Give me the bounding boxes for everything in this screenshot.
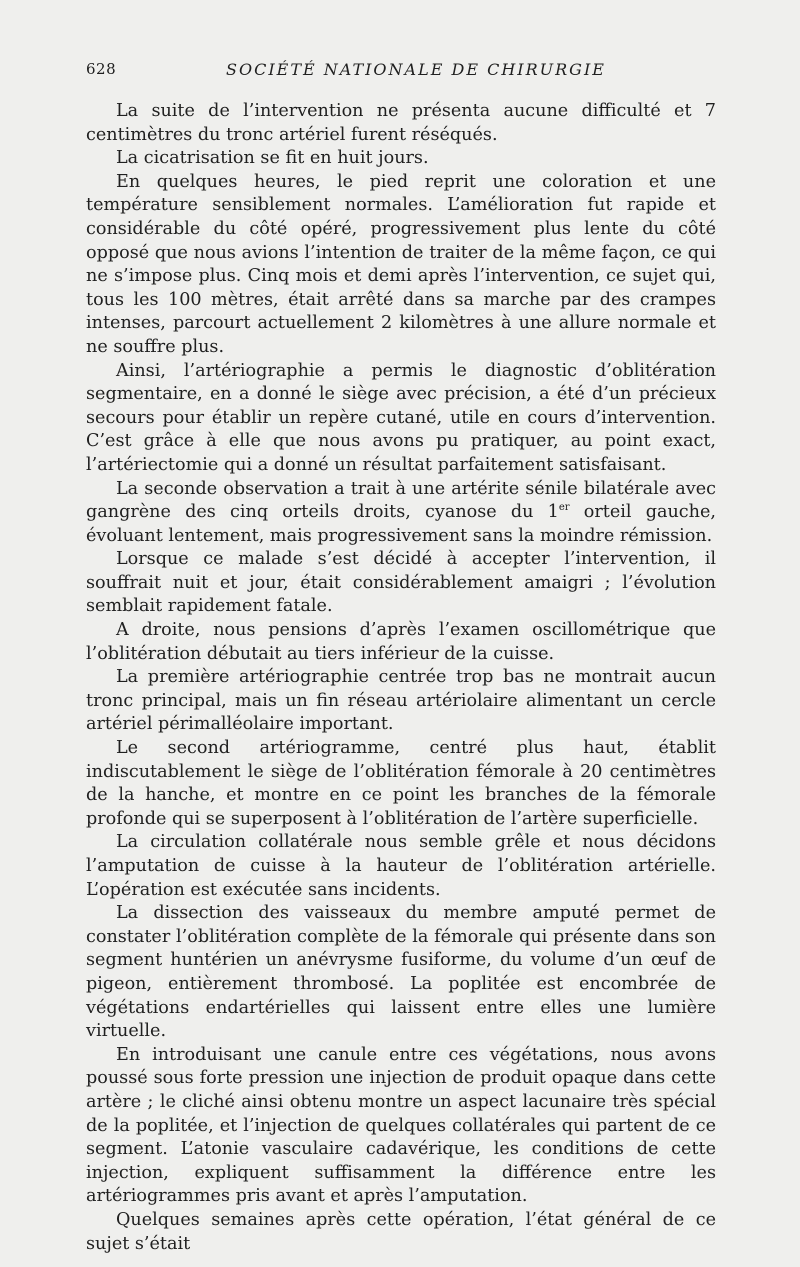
paragraph: A droite, nous pensions d’après l’examen oscillométrique que l’oblitération débutait au tiers inférieur de la cuisse.: [86, 620, 716, 664]
paragraph-text: La seconde observation a trait à une artérite sénile bilatérale avec gangrène des cinq orteils droits, cyanose du 1: [86, 478, 716, 523]
paragraph: En introduisant une canule entre ces végétations, nous avons poussé sous forte pression une injection de produit opaque dans cette artère ; le cliché ainsi obtenu montre un aspect lacunaire très spécial de la poplitée, et l’injection de quelques collatérales qui partent de ce segment. L’atonie vasculaire cadavérique, les conditions de cette injection, expliquent suffisamment la différence entre les artériogrammes pris avant et après l’amputation.: [86, 1044, 716, 1207]
paragraph: La cicatrisation se fit en huit jours.: [116, 148, 429, 169]
page-number: 628: [86, 60, 117, 78]
paragraph-text: orteil gauche, évoluant lentement, mais progressivement sans la moindre rémission.: [86, 502, 716, 546]
ordinal-superscript: er: [558, 502, 570, 514]
paragraph: La suite de l’intervention ne présenta aucune difficulté et 7 centimètres du tronc artériel furent réséqués.: [86, 101, 716, 145]
paragraph: Lorsque ce malade s’est décidé à accepter l’intervention, il souffrait nuit et jour, était considérablement amaigri ; l’évolution semblait rapidement fatale.: [86, 549, 716, 617]
paragraph: La première artériographie centrée trop bas ne montrait aucun tronc principal, mais un fin réseau artériolaire alimentant un cercle artériel périmalléolaire important.: [86, 667, 716, 735]
running-title: SOCIÉTÉ NATIONALE DE CHIRURGIE: [226, 60, 606, 79]
page-header: [86, 60, 716, 84]
paragraph: En quelques heures, le pied reprit une coloration et une température sensiblement normales. L’amélioration fut rapide et considérable du côté opéré, progressivement plus lente du côté opposé que nous avions l’intention de traiter de la même façon, ce qui ne s’impose plus. Cinq mois et demi après l’intervention, ce sujet qui, tous les 100 mètres, était arrêté dans sa marche par des crampes intenses, parcourt actuellement 2 kilomètres à une allure normale et ne souffre plus.: [86, 171, 716, 357]
body-text: [86, 100, 716, 1256]
paragraph: La dissection des vaisseaux du membre amputé permet de constater l’oblitération complète de la fémorale qui présente dans son segment huntérien un anévrysme fusiforme, du volume d’un œuf de pigeon, entièrement thrombosé. La poplitée est encombrée de végétations endartérielles qui laissent entre elles une lumière virtuelle.: [86, 903, 716, 1042]
paragraph: [86, 478, 716, 549]
paragraph: Quelques semaines après cette opération, l’état général de ce sujet s’était: [86, 1209, 716, 1254]
paragraph: Le second artériogramme, centré plus haut, établit indiscutablement le siège de l’oblitération fémorale à 20 centimètres de la hanche, et montre en ce point les branches de la fémorale profonde qui se superposent à l’oblitération de l’artère superficielle.: [86, 738, 716, 829]
paragraph: Ainsi, l’artériographie a permis le diagnostic d’oblitération segmentaire, en a donné le siège avec précision, a été d’un précieux secours pour établir un repère cutané, utile en cours d’intervention. C’est grâce à elle que nous avons pu pratiquer, au point exact, l’artériectomie qui a donné un résultat parfaitement satisfaisant.: [86, 360, 716, 475]
paragraph: La circulation collatérale nous semble grêle et nous décidons l’amputation de cuisse à la hauteur de l’oblitération artérielle. L’opération est exécutée sans incidents.: [86, 832, 716, 900]
